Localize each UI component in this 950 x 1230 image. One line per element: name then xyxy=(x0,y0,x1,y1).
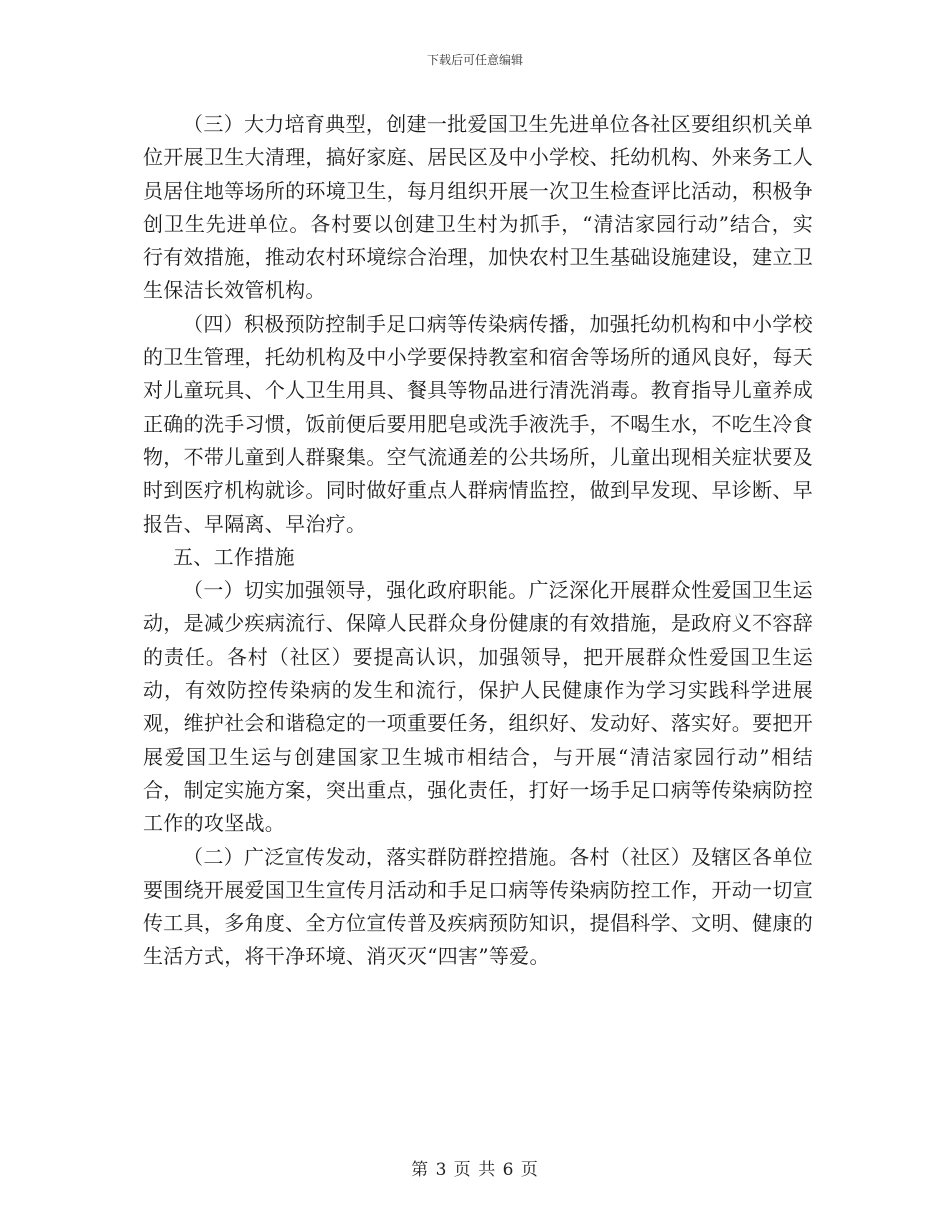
page-number-footer: 第 3 页 共 6 页 xyxy=(411,1160,539,1180)
section-heading-work-measures: 五、工作措施 xyxy=(173,544,295,569)
page-header: 下载后可任意编辑 xyxy=(426,53,523,67)
paragraph-section-3: （三）大力培育典型，创建一批爱国卫生先进单位各社区要组织机关单位开展卫生大清理，搞好家庭、居民区及中小学校、托幼机构、外来务工人员居住地等场所的环境卫生，每月组织开展一次卫生检查评比活动，积极争创卫生先进单位。各村要以创建卫生村为抓手，“清洁家园行动”结合，实行有效措施，推动农村环境综合治理，加快农村卫生基础设施建设，建立卫生保洁长效管机构。 xyxy=(143,112,813,303)
paragraph-measure-2: （二）广泛宣传发动，落实群防群控措施。各村（社区）及辖区各单位要围绕开展爱国卫生宣传月活动和手足口病等传染病防控工作，开动一切宣传工具，多角度、全方位宣传普及疾病预防知识，提倡科学、文明、健康的生活方式，将干净环境、消灭灭“四害”等爱。 xyxy=(143,844,813,969)
paragraph-measure-1: （一）切实加强领导，强化政府职能。广泛深化开展群众性爱国卫生运动，是减少疾病流行、保障人民群众身份健康的有效措施，是政府义不容辞的责任。各村（社区）要提高认识，加强领导，把开展群众性爱国卫生运动，有效防控传染病的发生和流行，保护人民健康作为学习实践科学进展观，维护社会和谐稳定的一项重要任务，组织好、发动好、落实好。要把开展爱国卫生运与创建国家卫生城市相结合，与开展“清洁家园行动”相结合，制定实施方案，突出重点，强化责任，打好一场手足口病等传染病防控工作的攻坚战。 xyxy=(143,578,813,836)
document-body xyxy=(143,108,813,974)
paragraph-section-4: （四）积极预防控制手足口病等传染病传播，加强托幼机构和中小学校的卫生管理，托幼机构及中小学要保持教室和宿舍等场所的通风良好，每天对儿童玩具、个人卫生用具、餐具等物品进行清洗消毒。教育指导儿童养成正确的洗手习惯，饭前便后要用肥皂或洗手液洗手，不喝生水，不吃生冷食物，不带儿童到人群聚集。空气流通差的公共场所，儿童出现相关症状要及时到医疗机构就诊。同时做好重点人群病情监控，做到早发现、早诊断、早报告、早隔离、早治疗。 xyxy=(143,311,813,536)
